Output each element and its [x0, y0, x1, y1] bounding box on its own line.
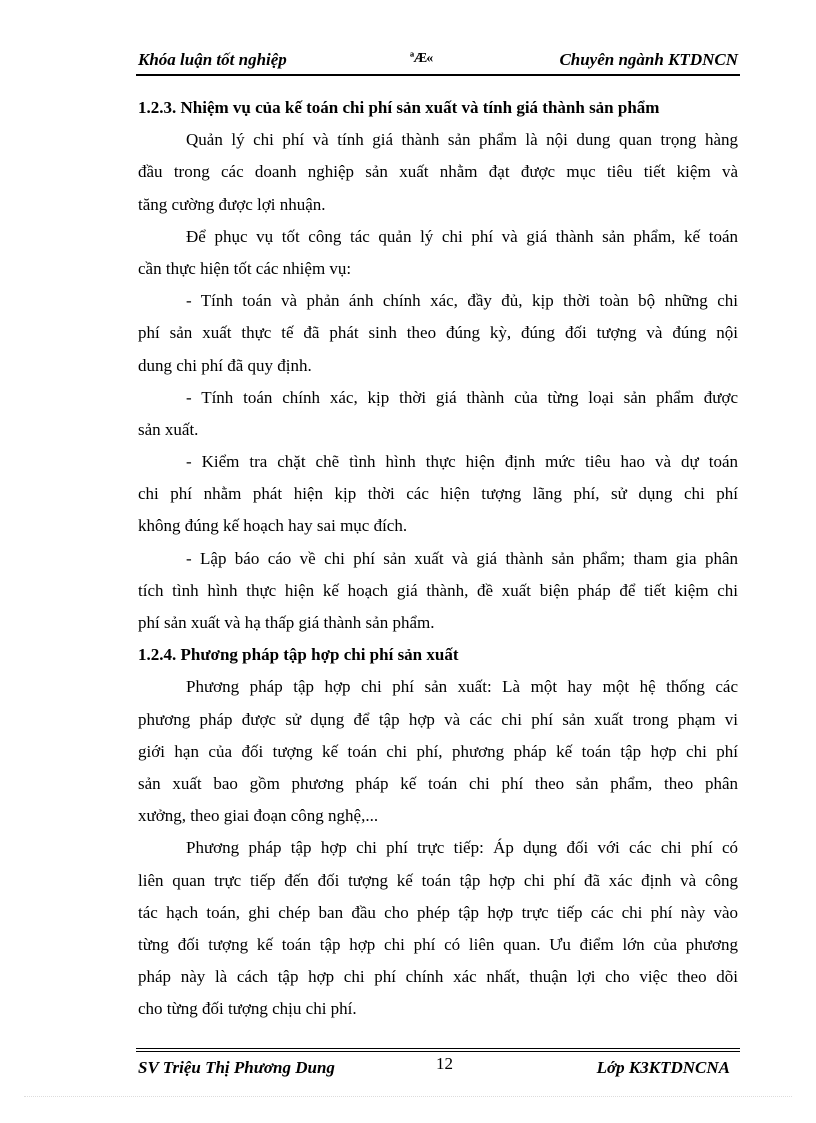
- text-line: cho từng đối tượng chịu chi phí.: [138, 999, 357, 1019]
- text-line: Để phục vụ tốt công tác quản lý chi phí và giá thành sản phẩm, kế toán: [186, 226, 738, 246]
- text-line: dung chi phí đã quy định.: [138, 355, 312, 375]
- text-line: - Tính toán chính xác, kịp thời giá thành của từng loại sản phẩm được: [186, 387, 738, 407]
- paragraph: [138, 285, 738, 382]
- text-line: liên quan trực tiếp đến đối tượng kế toán tập hợp chi phí đã xác định và công: [138, 870, 738, 890]
- page-footer: [136, 1048, 740, 1092]
- text-line: cần thực hiện tốt các nhiệm vụ:: [138, 258, 352, 278]
- section-heading: [138, 92, 738, 124]
- text-line: pháp này là cách tập hợp chi phí chính xác nhất, thuận lợi cho việc theo dõi: [138, 967, 738, 987]
- text-line: sản xuất bao gồm phương pháp kế toán chi phí theo sản phẩm, theo phân: [138, 773, 738, 793]
- text-line: xưởng, theo giai đoạn công nghệ,...: [138, 806, 379, 826]
- paragraph: [138, 832, 738, 1025]
- page-header: [136, 48, 740, 76]
- text-line: 1.2.4. Phương pháp tập hợp chi phí sản xuất: [138, 645, 459, 665]
- header-ornament: ªÆ«: [410, 51, 433, 66]
- paragraph: [138, 382, 738, 446]
- document-body: [138, 92, 738, 1025]
- page-number: 12: [436, 1054, 453, 1073]
- header-major-label: Chuyên ngành KTDNCN: [559, 50, 738, 69]
- text-line: từng đối tượng kế toán tập hợp chi phí có liên quan. Ưu điểm lớn của phương: [138, 934, 738, 954]
- text-line: 1.2.3. Nhiệm vụ của kế toán chi phí sản xuất và tính giá thành sản phẩm: [138, 98, 660, 117]
- footer-class-label: Lớp K3KTDNCNA: [596, 1058, 730, 1077]
- page-edge: [24, 1096, 792, 1097]
- text-line: phí sản xuất và hạ thấp giá thành sản phẩm.: [138, 613, 435, 632]
- text-line: Phương pháp tập hợp chi phí sản xuất: Là một hay một hệ thống các: [186, 677, 738, 697]
- text-line: tích tình hình thực hiện kế hoạch giá thành, đề xuất biện pháp để tiết kiệm chi: [138, 580, 738, 600]
- paragraph: [138, 221, 738, 285]
- paragraph: [138, 671, 738, 832]
- paragraph: [138, 124, 738, 221]
- text-line: - Lập báo cáo về chi phí sản xuất và giá thành sản phẩm; tham gia phân: [186, 548, 738, 568]
- text-line: Phương pháp tập hợp chi phí trực tiếp: Áp dụng đối với các chi phí có: [186, 838, 738, 858]
- paragraph: [138, 543, 738, 640]
- text-line: tác hạch toán, ghi chép ban đầu cho phép tập hợp trực tiếp các chi phí này vào: [138, 902, 738, 922]
- text-line: phương pháp được sử dụng để tập hợp và các chi phí sản xuất trong phạm vi: [138, 709, 738, 729]
- text-line: chi phí nhằm phát hiện kịp thời các hiện tượng lãng phí, sử dụng chi phí: [138, 484, 738, 504]
- text-line: - Kiểm tra chặt chẽ tình hình thực hiện định mức tiêu hao và dự toán: [186, 452, 738, 472]
- text-line: sản xuất.: [138, 419, 199, 439]
- text-line: giới hạn của đối tượng kế toán chi phí, phương pháp kế toán tập hợp chi phí: [138, 741, 738, 761]
- section-heading: [138, 639, 738, 671]
- header-thesis-label: Khóa luận tốt nghiệp: [138, 50, 287, 69]
- text-line: Quản lý chi phí và tính giá thành sản phẩm là nội dung quan trọng hàng: [186, 130, 738, 150]
- footer-student-name: SV Triệu Thị Phương Dung: [138, 1058, 335, 1077]
- text-line: tăng cường được lợi nhuận.: [138, 194, 326, 214]
- text-line: đầu trong các doanh nghiệp sản xuất nhằm đạt được mục tiêu tiết kiệm và: [138, 162, 738, 182]
- paragraph: [138, 446, 738, 543]
- text-line: phí sản xuất thực tế đã phát sinh theo đúng kỳ, đúng đối tượng và đúng nội: [138, 323, 738, 343]
- text-line: - Tính toán và phản ánh chính xác, đầy đủ, kịp thời toàn bộ những chi: [186, 291, 738, 311]
- text-line: không đúng kế hoạch hay sai mục đích.: [138, 516, 408, 536]
